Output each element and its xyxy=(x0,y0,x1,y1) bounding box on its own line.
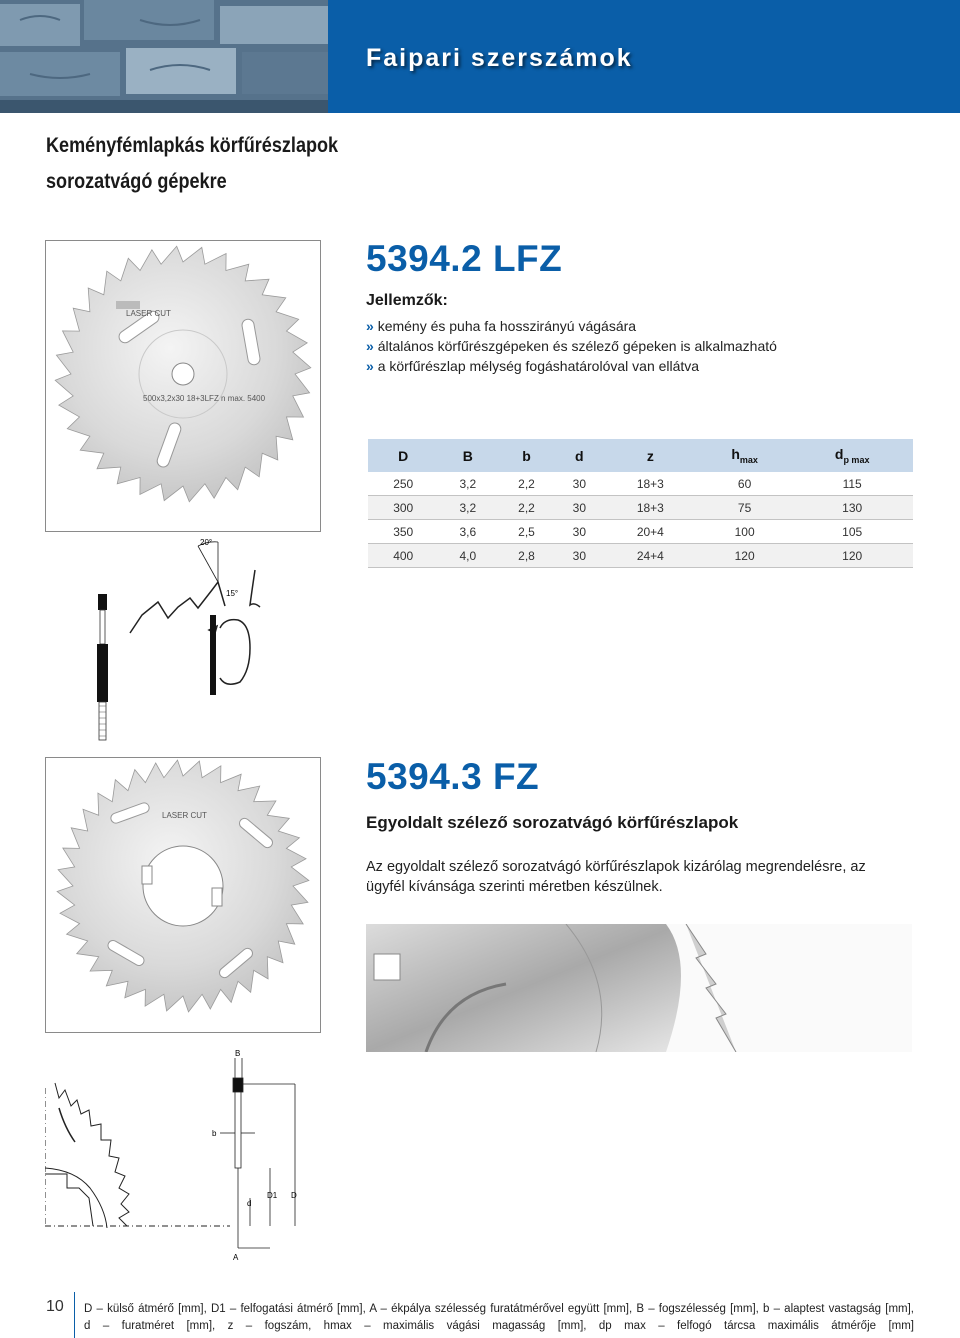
feature-item: » általános körfűrészgépeken és szélező gépeken is alkalmazható xyxy=(366,338,777,354)
col-B: B xyxy=(438,439,497,472)
col-b: b xyxy=(497,439,556,472)
product-model-fz: 5394.3 FZ xyxy=(366,756,540,797)
bullet-icon: » xyxy=(366,358,374,374)
table-cell: 105 xyxy=(791,520,913,544)
technical-drawing-fz xyxy=(45,1048,310,1270)
table-cell: 30 xyxy=(556,472,603,496)
table-cell: 350 xyxy=(368,520,438,544)
feature-item: » a körfűrészlap mélység fogáshatárolóval van ellátva xyxy=(366,358,700,374)
table-cell: 2,2 xyxy=(497,496,556,520)
wood-planks-image xyxy=(0,0,328,113)
table-cell: 30 xyxy=(556,544,603,568)
table-cell: 2,2 xyxy=(497,472,556,496)
table-cell: 30 xyxy=(556,496,603,520)
subtitle-line1: Keményfémlapkás körfűrészlapok xyxy=(46,134,339,157)
table-cell: 24+4 xyxy=(603,544,698,568)
label-B: B xyxy=(235,1049,241,1058)
col-hmax: $h_{max}$ xyxy=(698,439,791,472)
tooth-insert xyxy=(210,615,216,695)
features-heading: Jellemzők: xyxy=(366,292,448,309)
col-z: z xyxy=(603,439,698,472)
table-cell: 120 xyxy=(698,544,791,568)
table-header-row xyxy=(368,439,913,472)
label-D: D xyxy=(291,1191,297,1200)
label-b: b xyxy=(212,1129,217,1138)
table-cell: 60 xyxy=(698,472,791,496)
table-cell: 4,0 xyxy=(438,544,497,568)
table-row xyxy=(368,472,913,496)
table-cell: 75 xyxy=(698,496,791,520)
header-title: Faipari szerszámok xyxy=(366,44,633,72)
legend-line2: d – furatméret [mm], z – fogszám, hmax – maximális vágási magasság [mm], dp max – felfogó tárcsa maximális átmérője [mm] xyxy=(84,1320,914,1332)
col-D: D xyxy=(368,439,438,472)
table-cell: 100 xyxy=(698,520,791,544)
table-cell: 18+3 xyxy=(603,496,698,520)
tooth-profile-diagram xyxy=(90,530,360,745)
table-row xyxy=(368,544,913,568)
table-cell: 30 xyxy=(556,520,603,544)
table-cell: 3,2 xyxy=(438,472,497,496)
blade-cross-section xyxy=(97,594,108,740)
saw-blade-fz xyxy=(57,760,309,1012)
page-subtitle xyxy=(46,128,338,200)
col-dpmax: $d_{p max}$ xyxy=(791,439,913,472)
table-cell: 115 xyxy=(791,472,913,496)
table-cell: 250 xyxy=(368,472,438,496)
table-cell: 2,5 xyxy=(497,520,556,544)
table-cell: 300 xyxy=(368,496,438,520)
table-row xyxy=(368,496,913,520)
blade-logo-text-2: LASER CUT xyxy=(162,811,207,820)
col-d: d xyxy=(556,439,603,472)
table-cell: 3,6 xyxy=(438,520,497,544)
saw-blade-lfz xyxy=(55,246,311,502)
product-model-lfz: 5394.2 LFZ xyxy=(366,238,563,279)
bullet-icon: » xyxy=(366,338,374,354)
dimensions-table xyxy=(368,439,913,568)
table-cell: 20+4 xyxy=(603,520,698,544)
table-cell: 18+3 xyxy=(603,472,698,496)
bullet-icon: » xyxy=(366,318,374,334)
footer-legend xyxy=(84,1301,914,1335)
angle-label: 20° xyxy=(200,538,213,547)
page-number: 10 xyxy=(46,1298,64,1315)
legend-line1: D – külső átmérő [mm], D1 – felfogatási átmérő [mm], A – ékpálya szélesség furatátmérővel együtt [mm], B – fogszélesség [mm], b – alaptest vastagság [mm], xyxy=(84,1303,914,1315)
table-cell: 3,2 xyxy=(438,496,497,520)
blade-logo-text: LASER CUT xyxy=(126,309,171,318)
table-cell: 130 xyxy=(791,496,913,520)
blade-etching-text: 500x3,2x30 18+3LFZ n max. 5400 xyxy=(143,394,266,403)
dimension-lines xyxy=(220,1058,295,1248)
footer-divider xyxy=(74,1292,75,1338)
table-cell: 120 xyxy=(791,544,913,568)
saw-blade-image-lfz xyxy=(45,240,321,532)
table-cell: 2,8 xyxy=(497,544,556,568)
product-subtitle-fz: Egyoldalt szélező sorozatvágó körfűrészlapok xyxy=(366,813,739,832)
table-cell: 400 xyxy=(368,544,438,568)
subtitle-line2: sorozatvágó gépekre xyxy=(46,170,227,193)
feature-item: » kemény és puha fa hosszirányú vágására xyxy=(366,318,637,334)
saw-blade-image-fz xyxy=(45,757,321,1033)
table-row xyxy=(368,520,913,544)
label-A: A xyxy=(233,1253,239,1262)
depth-label: 15° xyxy=(226,589,239,598)
label-D1: D1 xyxy=(267,1191,278,1200)
label-d: d xyxy=(247,1199,252,1208)
product-description-fz: Az egyoldalt szélező sorozatvágó körfűrészlapok kizárólag megrendelésre, az ügyfél kívánsága szerinti méretben készülnek. xyxy=(366,859,866,895)
header-photo xyxy=(0,0,328,113)
blade-closeup-image xyxy=(366,924,912,1052)
